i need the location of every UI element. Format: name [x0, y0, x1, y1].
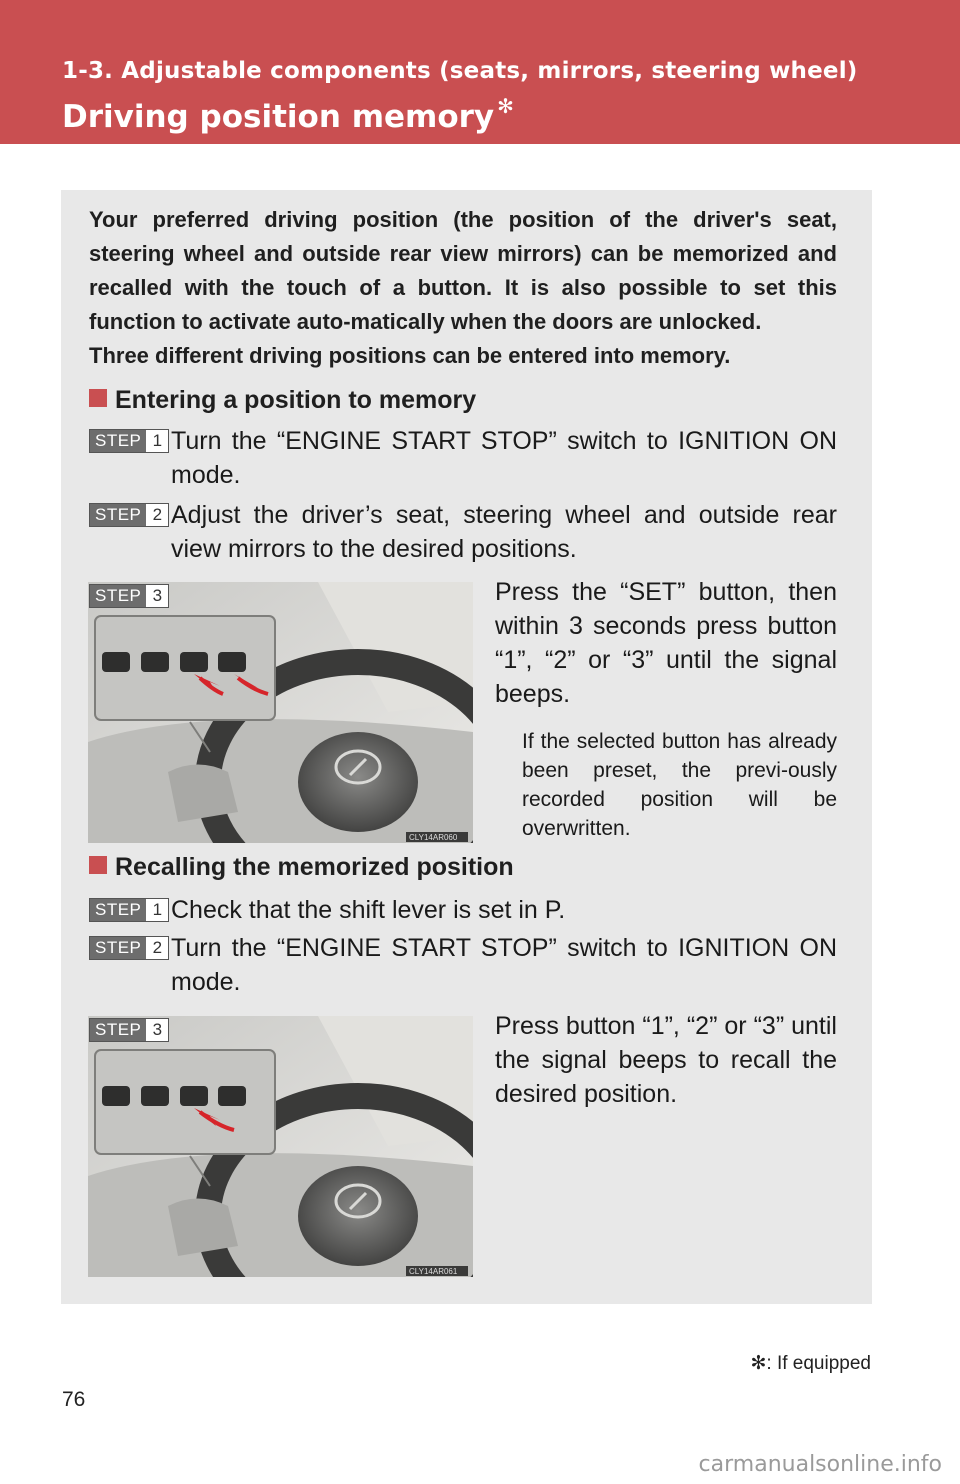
chapter-header: [0, 0, 960, 144]
watermark: carmanualsonline.info: [698, 1452, 942, 1477]
step-label: STEP: [90, 1019, 146, 1041]
step-text: Check that the shift lever is set in P.: [171, 896, 566, 924]
step-number: 1: [146, 899, 168, 921]
step-number: 3: [146, 585, 168, 607]
step-badge: [89, 936, 169, 960]
step-label: STEP: [90, 937, 146, 959]
step-label: STEP: [90, 585, 146, 607]
equipped-footnote: ✻: If equipped: [750, 1353, 871, 1374]
step-badge: [89, 1018, 169, 1042]
step-badge: [89, 429, 169, 453]
step-badge: [89, 503, 169, 527]
step-text: Turn the “ENGINE START STOP” switch to IGNITION ON mode.: [171, 934, 837, 996]
intro-text: [89, 203, 837, 373]
equipped-mark: ✻: [497, 94, 514, 118]
recalling-step-2: [89, 931, 837, 999]
recalling-step-1: [89, 893, 837, 927]
overwrite-note: If the selected button has already been preset, the previ-ously recorded position will be overwritten.: [522, 730, 837, 840]
figure-recall-button: [88, 1016, 473, 1277]
square-bullet-icon: [89, 856, 107, 874]
heading-recalling-text: Recalling the memorized position: [115, 853, 514, 881]
entering-step-3-text: Press the “SET” button, then within 3 seconds press button “1”, “2” or “3” until the signal beeps.: [495, 578, 837, 708]
figure-code: CLY14AR060: [409, 833, 458, 842]
step-label: STEP: [90, 504, 146, 526]
heading-entering-text: Entering a position to memory: [115, 386, 477, 414]
entering-step-1: [89, 424, 837, 492]
page-number: 76: [62, 1388, 86, 1411]
step-label: STEP: [90, 430, 146, 452]
recalling-step-3-text: Press button “1”, “2” or “3” until the signal beeps to recall the desired position.: [495, 1012, 837, 1108]
entering-step-2: [89, 498, 837, 566]
dashboard-illustration: [88, 582, 473, 843]
step-badge: [89, 898, 169, 922]
step-number: 3: [146, 1019, 168, 1041]
page-title: [62, 94, 514, 135]
heading-entering: [89, 386, 476, 415]
intro-paragraph-1: Your preferred driving position (the position of the driver's seat, steering wheel and outside rear view mirrors) can be memorized and recalled with the touch of a button. It is also possible to set this function to activate auto-matically when the doors are unlocked.: [89, 207, 837, 334]
step-number: 1: [146, 430, 168, 452]
step-text: Adjust the driver’s seat, steering wheel and outside rear view mirrors to the desired positions.: [171, 501, 837, 563]
dashboard-illustration: [88, 1016, 473, 1277]
step-number: 2: [146, 504, 168, 526]
page-title-text: Driving position memory: [62, 99, 495, 135]
step-number: 2: [146, 937, 168, 959]
figure-set-button: [88, 582, 473, 843]
intro-paragraph-2: Three different driving positions can be entered into memory.: [89, 343, 731, 368]
figure-code: CLY14AR061: [409, 1267, 458, 1276]
square-bullet-icon: [89, 389, 107, 407]
step-badge: [89, 584, 169, 608]
step-text: Turn the “ENGINE START STOP” switch to IGNITION ON mode.: [171, 427, 837, 489]
step-label: STEP: [90, 899, 146, 921]
heading-recalling: [89, 853, 514, 882]
section-title: 1-3. Adjustable components (seats, mirrors, steering wheel): [62, 58, 858, 84]
